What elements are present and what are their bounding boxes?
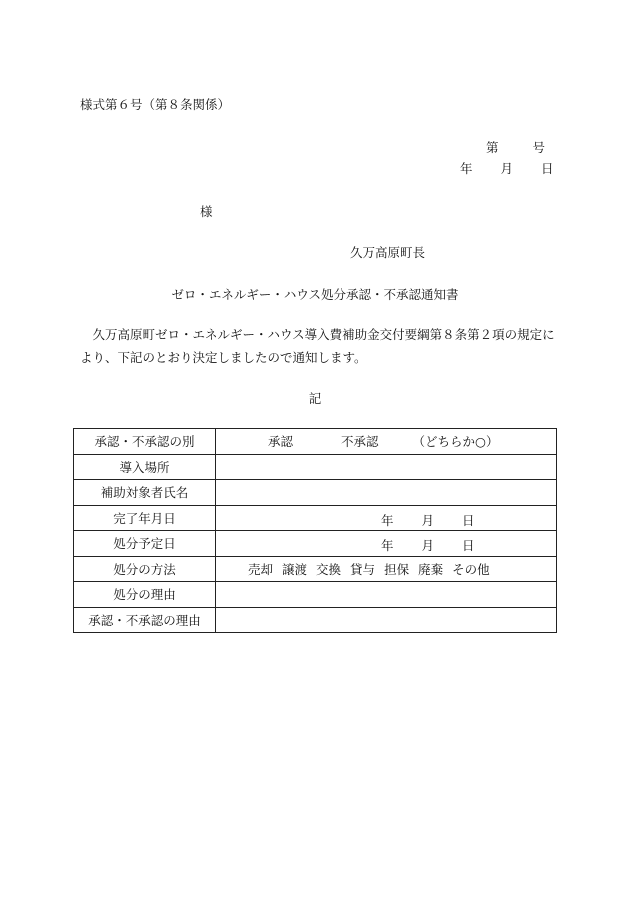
- table-row: [74, 607, 557, 633]
- recipient-value[interactable]: [216, 480, 557, 506]
- issuer-name: 久万高原町長: [350, 245, 426, 260]
- table-row: [74, 531, 557, 557]
- table-row: [74, 582, 557, 608]
- method-transfer: 譲渡: [282, 561, 308, 577]
- row-label-disposal-date: 処分予定日: [74, 531, 216, 557]
- table-row: [74, 505, 557, 531]
- row-label-reason: 処分の理由: [74, 582, 216, 608]
- addressee-suffix: 様: [200, 204, 213, 219]
- row-label-approval: 承認・不承認の別: [74, 429, 216, 455]
- row-label-completion-date: 完了年月日: [74, 505, 216, 531]
- row-label-decision-reason: 承認・不承認の理由: [74, 607, 216, 633]
- method-lend: 貸与: [350, 561, 376, 577]
- method-other: その他: [452, 561, 490, 577]
- row-label-location: 導入場所: [74, 454, 216, 480]
- reason-value[interactable]: [216, 582, 557, 608]
- method-discard: 廃棄: [418, 561, 444, 577]
- row-label-recipient: 補助対象者氏名: [74, 480, 216, 506]
- completion-date-value[interactable]: [216, 505, 557, 531]
- option-approve: 承認: [268, 434, 294, 450]
- option-note: （どちらか○）: [412, 434, 499, 450]
- disposal-methods: [216, 556, 557, 582]
- method-exchange: 交換: [316, 561, 342, 577]
- document-title: ゼロ・エネルギー・ハウス処分承認・不承認通知書: [171, 287, 459, 302]
- option-reject: 不承認: [341, 434, 379, 450]
- ki-heading: 記: [308, 391, 322, 406]
- disposal-date-value[interactable]: [216, 531, 557, 557]
- table-row: [74, 429, 557, 455]
- method-collateral: 担保: [384, 561, 410, 577]
- body-paragraph: 久万高原町ゼロ・エネルギー・ハウス導入費補助金交付要綱第８条第２項の規定により、下記のとおり決定しましたので通知します。: [80, 327, 555, 365]
- decision-reason-value[interactable]: [216, 607, 557, 633]
- row-label-method: 処分の方法: [74, 556, 216, 582]
- approval-options: [216, 429, 557, 455]
- disposal-date-ymd: 年 月 日: [381, 538, 475, 553]
- table-row: [74, 556, 557, 582]
- table-row: [74, 480, 557, 506]
- info-table: [73, 428, 557, 633]
- completion-date-ymd: 年 月 日: [381, 512, 475, 528]
- table-row: [74, 454, 557, 480]
- location-value[interactable]: [216, 454, 557, 480]
- form-number: 様式第６号（第８条関係）: [80, 97, 231, 112]
- document-number: 第 号: [486, 140, 545, 155]
- method-sale: 売却: [248, 561, 274, 577]
- issue-date: 年 月 日: [460, 161, 554, 176]
